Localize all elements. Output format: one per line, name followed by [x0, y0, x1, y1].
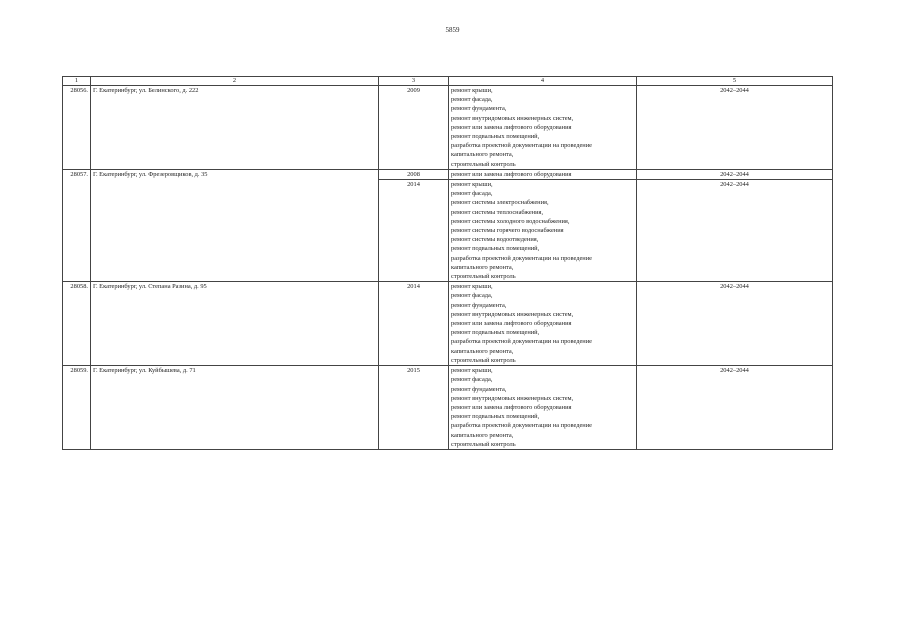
- work-item: ремонт системы холодного водоснабжения,: [451, 217, 570, 225]
- work-item: ремонт подвальных помещений,: [451, 413, 540, 421]
- work-item: ремонт фасада,: [451, 292, 493, 300]
- work-item: капитального ремонта,: [451, 347, 514, 355]
- work-item: ремонт фасада,: [451, 96, 493, 104]
- work-item: строительный контроль: [451, 440, 516, 448]
- header-col-5: 5: [637, 77, 833, 86]
- row-address: Г. Екатеринбург, ул. Куйбышева, д. 71: [91, 366, 379, 450]
- header-col-1: 1: [63, 77, 91, 86]
- work-item: ремонт системы электроснабжения,: [451, 199, 549, 207]
- table-row: [63, 366, 833, 450]
- row-number: 28059.: [63, 366, 91, 450]
- work-item: ремонт внутридомовых инженерных систем,: [451, 114, 574, 122]
- row-year: 2014: [379, 180, 449, 282]
- row-number: 28058.: [63, 282, 91, 366]
- row-number: 28057.: [63, 169, 91, 281]
- row-period: 2042–2044: [637, 366, 833, 450]
- work-item: ремонт или замена лифтового оборудования: [451, 123, 572, 131]
- work-item: строительный контроль: [451, 273, 516, 281]
- work-item: ремонт или замена лифтового оборудования: [451, 320, 572, 328]
- work-item: ремонт или замена лифтового оборудования: [451, 170, 572, 178]
- row-works: [449, 366, 637, 450]
- work-item: ремонт фундамента,: [451, 301, 507, 309]
- row-period: 2042–2044: [637, 180, 833, 282]
- work-item: разработка проектной документации на проведение: [451, 142, 592, 150]
- work-item: ремонт или замена лифтового оборудования: [451, 403, 572, 411]
- work-item: разработка проектной документации на проведение: [451, 254, 592, 262]
- table-row: [63, 86, 833, 170]
- row-number: 28056.: [63, 86, 91, 170]
- row-works: [449, 282, 637, 366]
- work-item: строительный контроль: [451, 356, 516, 364]
- work-item: ремонт внутридомовых инженерных систем,: [451, 394, 574, 402]
- header-col-4: 4: [449, 77, 637, 86]
- row-year: 2008: [379, 169, 449, 179]
- row-year: 2009: [379, 86, 449, 170]
- work-item: ремонт системы горячего водоснабжения: [451, 227, 564, 235]
- work-item: капитального ремонта,: [451, 151, 514, 159]
- work-item: ремонт системы водоотведения,: [451, 236, 539, 244]
- page-number: 5859: [445, 26, 460, 34]
- row-period: 2042–2044: [637, 86, 833, 170]
- work-item: ремонт подвальных помещений,: [451, 329, 540, 337]
- capital-repair-table: [62, 76, 833, 450]
- row-year: 2014: [379, 282, 449, 366]
- work-item: разработка проектной документации на проведение: [451, 338, 592, 346]
- header-col-3: 3: [379, 77, 449, 86]
- work-item: ремонт фундамента,: [451, 385, 507, 393]
- work-item: ремонт внутридомовых инженерных систем,: [451, 310, 574, 318]
- row-address: Г. Екатеринбург, ул. Степана Разина, д. 95: [91, 282, 379, 366]
- work-item: разработка проектной документации на проведение: [451, 422, 592, 430]
- work-item: капитального ремонта,: [451, 431, 514, 439]
- work-item: капитального ремонта,: [451, 263, 514, 271]
- work-item: ремонт крыши,: [451, 367, 493, 375]
- table-row: [63, 282, 833, 366]
- work-item: ремонт фундамента,: [451, 105, 507, 113]
- row-period: 2042–2044: [637, 169, 833, 179]
- work-item: ремонт подвальных помещений,: [451, 245, 540, 253]
- work-item: строительный контроль: [451, 160, 516, 168]
- work-item: ремонт фасада,: [451, 190, 493, 198]
- work-item: ремонт подвальных помещений,: [451, 133, 540, 141]
- work-item: ремонт системы теплоснабжения,: [451, 208, 544, 216]
- row-works: [449, 169, 637, 179]
- header-col-2: 2: [91, 77, 379, 86]
- row-year: 2015: [379, 366, 449, 450]
- row-works: [449, 180, 637, 282]
- table-header-row: [63, 77, 833, 86]
- table-row: [63, 169, 833, 179]
- row-works: [449, 86, 637, 170]
- work-item: ремонт крыши,: [451, 181, 493, 189]
- work-item: ремонт фасада,: [451, 376, 493, 384]
- row-period: 2042–2044: [637, 282, 833, 366]
- row-address: Г. Екатеринбург, ул. Белинского, д. 222: [91, 86, 379, 170]
- work-item: ремонт крыши,: [451, 283, 493, 291]
- row-address: Г. Екатеринбург, ул. Фрезеровщиков, д. 35: [91, 169, 379, 281]
- work-item: ремонт крыши,: [451, 87, 493, 94]
